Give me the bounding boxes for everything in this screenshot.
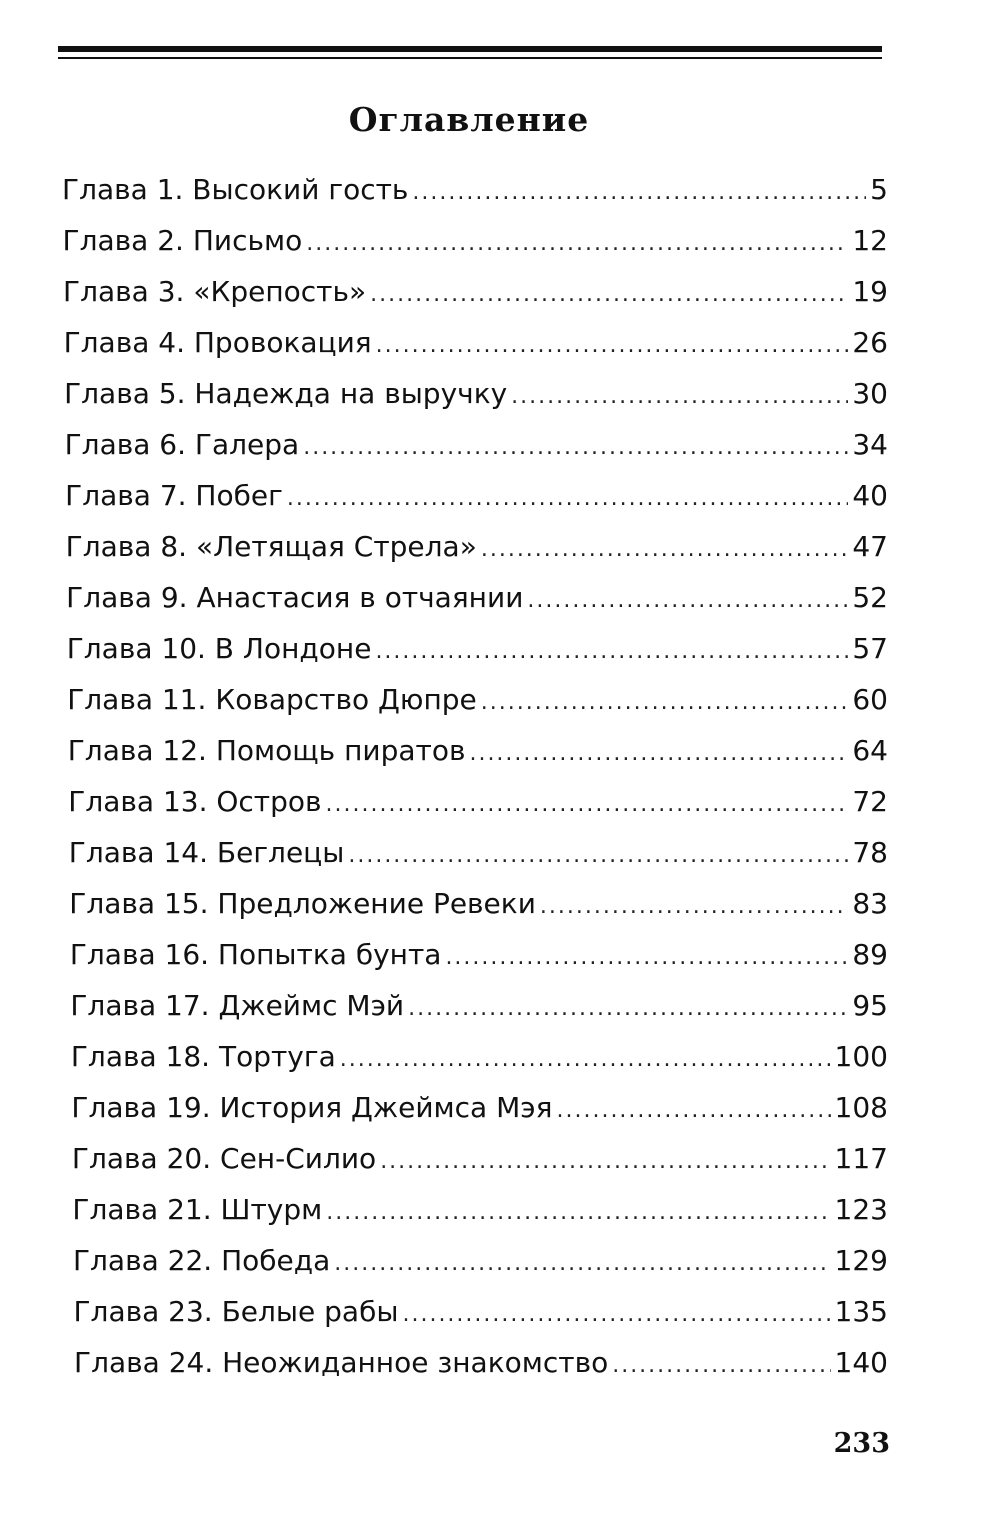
toc-dot-leader [376, 321, 849, 371]
toc-entry-title: Глава 3. «Крепость» [63, 275, 367, 308]
toc-entry-title: Глава 14. Беглецы [68, 836, 345, 869]
toc-dot-leader [326, 1188, 830, 1238]
toc-dot-leader [412, 168, 866, 218]
toc-entry [73, 1287, 888, 1337]
toc-entry-page: 78 [852, 836, 888, 869]
toc-dot-leader [402, 1290, 830, 1340]
toc-entry-title: Глава 15. Предложение Ревеки [69, 887, 536, 920]
toc-dot-leader [340, 1035, 831, 1085]
toc-dot-leader [408, 984, 848, 1034]
toc-entry-title: Глава 6. Галера [64, 428, 300, 461]
page-title: Оглавление [348, 100, 590, 139]
toc-entry [74, 1338, 888, 1388]
toc-entry-title: Глава 18. Тортуга [70, 1040, 336, 1073]
toc-dot-leader [380, 1137, 830, 1187]
toc-entry-title: Глава 23. Белые рабы [73, 1295, 399, 1328]
toc-entry [65, 420, 888, 470]
toc-dot-leader [481, 678, 849, 728]
toc-entry [72, 1185, 888, 1235]
toc-entry-page: 26 [852, 326, 888, 359]
toc-dot-leader [375, 627, 848, 677]
toc-entry [69, 879, 888, 929]
toc-entry-page: 52 [852, 581, 888, 614]
toc-entry-title: Глава 17. Джеймс Мэй [70, 989, 405, 1022]
toc-entry-page: 123 [834, 1193, 888, 1226]
header-rule-thick [58, 46, 882, 52]
toc-dot-leader [481, 525, 849, 575]
toc-entry-page: 64 [852, 734, 888, 767]
toc-entry-page: 117 [834, 1142, 888, 1175]
toc-entry-page: 129 [834, 1244, 888, 1277]
toc-dot-leader [370, 270, 848, 320]
toc-entry-title: Глава 10. В Лондоне [66, 632, 372, 665]
toc-entry-title: Глава 2. Письмо [62, 224, 303, 257]
toc-dot-leader [540, 882, 848, 932]
toc-entry-title: Глава 24. Неожиданное знакомство [74, 1346, 609, 1379]
toc-entry-page: 140 [834, 1346, 888, 1379]
toc-entry-page: 40 [852, 479, 888, 512]
toc-entry [72, 1134, 888, 1184]
toc-entry-page: 108 [834, 1091, 888, 1124]
toc-entry [71, 1083, 888, 1133]
toc-entry-page: 57 [852, 632, 888, 665]
toc-entry [64, 369, 888, 419]
toc-entry [68, 726, 888, 776]
toc-entry [70, 981, 888, 1031]
toc-entry [62, 165, 888, 215]
toc-entry-title: Глава 19. История Джеймса Мэя [71, 1091, 553, 1124]
toc-dot-leader [527, 576, 848, 626]
toc-entry-page: 47 [852, 530, 888, 563]
toc-entry-title: Глава 20. Сен-Силио [71, 1142, 377, 1175]
toc-entry-title: Глава 11. Коварство Дюпре [67, 683, 477, 716]
page-number: 233 [833, 1428, 890, 1459]
toc-entry-title: Глава 7. Побег [65, 479, 283, 512]
toc-dot-leader [445, 933, 848, 983]
header-rule-thin [58, 57, 882, 59]
toc-entry-page: 30 [852, 377, 888, 410]
toc-entry-page: 89 [852, 938, 888, 971]
toc-entry [64, 318, 888, 368]
toc-entry-page: 5 [870, 173, 888, 206]
toc-entry-title: Глава 4. Провокация [63, 326, 372, 359]
toc-dot-leader [287, 474, 849, 524]
toc-entry-title: Глава 16. Попытка бунта [69, 938, 442, 971]
toc-dot-leader [326, 780, 849, 830]
toc-dot-leader [511, 372, 848, 422]
toc-dot-leader [612, 1341, 830, 1391]
toc-entry [68, 777, 888, 827]
toc-entry [69, 828, 888, 878]
toc-dot-leader [303, 423, 848, 473]
toc-entry-page: 72 [852, 785, 888, 818]
toc-entry-page: 95 [852, 989, 888, 1022]
toc-entry-title: Глава 5. Надежда на выручку [64, 377, 508, 410]
toc-entry-page: 100 [834, 1040, 888, 1073]
toc-entry [66, 573, 888, 623]
toc-dot-leader [348, 831, 848, 881]
toc-entry-title: Глава 13. Остров [68, 785, 322, 818]
toc-entry-title: Глава 1. Высокий гость [62, 173, 409, 206]
toc-entry-page: 135 [834, 1295, 888, 1328]
toc-entry-page: 19 [852, 275, 888, 308]
toc-entry-title: Глава 9. Анастасия в отчаянии [66, 581, 524, 614]
toc-entry [73, 1236, 888, 1286]
toc-entry-title: Глава 21. Штурм [72, 1193, 323, 1226]
toc-entry-page: 34 [852, 428, 888, 461]
toc-dot-leader [306, 219, 848, 269]
toc-entry-page: 83 [852, 887, 888, 920]
toc-entry-page: 12 [852, 224, 888, 257]
toc-entry-page: 60 [852, 683, 888, 716]
toc-dot-leader [469, 729, 848, 779]
toc-entry-title: Глава 12. Помощь пиратов [67, 734, 466, 767]
toc-entry [63, 267, 888, 317]
toc-entry [67, 675, 888, 725]
toc-dot-leader [556, 1086, 830, 1136]
toc-entry [63, 216, 888, 266]
toc-entry-title: Глава 22. Победа [72, 1244, 331, 1277]
toc-entry [71, 1032, 888, 1082]
toc-entry [70, 930, 888, 980]
toc-entry-title: Глава 8. «Летящая Стрела» [65, 530, 477, 563]
toc-entry [67, 624, 888, 674]
toc-dot-leader [334, 1239, 830, 1289]
toc-entry [66, 522, 888, 572]
toc-entry [65, 471, 888, 521]
